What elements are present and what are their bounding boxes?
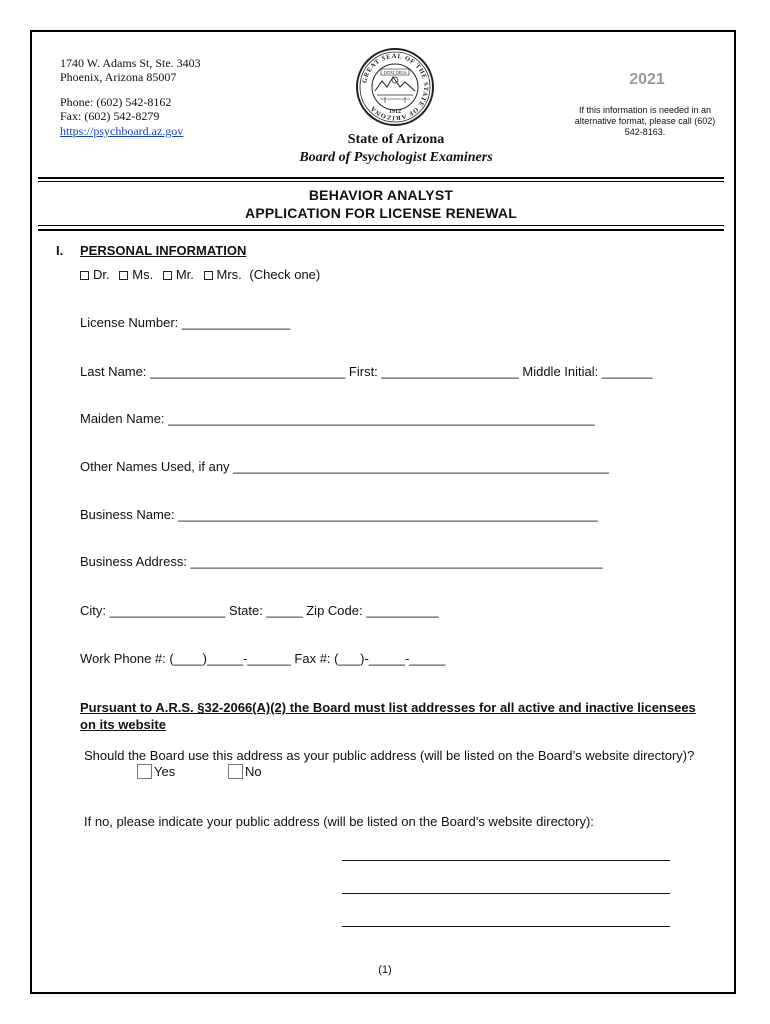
salutation-ms[interactable]: Ms. [119, 267, 153, 282]
maiden-name-field[interactable]: Maiden Name: ___________________________________________________________ [80, 411, 595, 426]
business-address-field[interactable]: Business Address: _________________________________________________________ [80, 554, 603, 569]
form-title-line-2: APPLICATION FOR LICENSE RENEWAL [245, 205, 517, 221]
form-year: 2021 [629, 71, 665, 88]
fax-number: Fax: (602) 542-8279 [60, 109, 160, 123]
public-address-question: Should the Board use this address as your public address (will be listed on the Board’s website directory)? [84, 748, 695, 763]
pursuant-notice-line-1: Pursuant to A.R.S. §32-2066(A)(2) the Board must list addresses for all active and inactive licensees [80, 700, 696, 715]
title-rule-bottom [38, 229, 724, 231]
form-title-line-1: BEHAVIOR ANALYST [308, 187, 454, 203]
license-number-field[interactable]: License Number: _______________ [80, 315, 291, 330]
website-link[interactable]: https://psychboard.az.gov [60, 124, 184, 138]
name-fields[interactable]: Last Name: ___________________________ First: ___________________ Middle Initial: _______ [80, 364, 653, 379]
no-option[interactable]: No [228, 764, 262, 779]
title-rule-top [38, 225, 724, 226]
public-address-line-2[interactable] [342, 893, 670, 894]
other-names-field[interactable]: Other Names Used, if any ____________________________________________________ [80, 459, 610, 474]
address-line-2: Phoenix, Arizona 85007 [60, 70, 177, 84]
city-state-zip-fields[interactable]: City: ________________ State: _____ Zip Code: __________ [80, 603, 439, 618]
yes-checkbox-icon[interactable] [137, 764, 152, 779]
svg-text:DITAT DEUS: DITAT DEUS [383, 69, 407, 75]
salutation-group [80, 267, 320, 282]
pursuant-notice-line-2: on its website [80, 717, 166, 732]
checkbox-icon[interactable] [80, 271, 89, 280]
check-one-note: (Check one) [249, 267, 321, 282]
address-line-1: 1740 W. Adams St, Ste. 3403 [60, 56, 201, 70]
no-checkbox-icon[interactable] [228, 764, 243, 779]
salutation-mrs[interactable]: Mrs. [204, 267, 242, 282]
public-address-line-1[interactable] [342, 860, 670, 861]
business-name-field[interactable]: Business Name: __________________________________________________________ [80, 507, 598, 522]
state-name: State of Arizona [347, 132, 445, 147]
arizona-state-seal-icon [355, 47, 435, 127]
phone-number: Phone: (602) 542-8162 [60, 95, 172, 109]
salutation-dr[interactable]: Dr. [80, 267, 110, 282]
if-no-instruction: If no, please indicate your public address (will be listed on the Board’s website directory): [84, 814, 594, 829]
public-address-line-3[interactable] [342, 926, 670, 927]
salutation-mr[interactable]: Mr. [163, 267, 194, 282]
header-rule-top [38, 177, 724, 179]
checkbox-icon[interactable] [204, 271, 213, 280]
page-number: (1) [378, 964, 392, 976]
board-name: Board of Psychologist Examiners [299, 150, 493, 165]
checkbox-icon[interactable] [163, 271, 172, 280]
header-rule-bottom [38, 181, 724, 182]
svg-text:GREAT SEAL OF THE STATE OF ARI: GREAT SEAL OF THE STATE OF ARIZONA [361, 52, 430, 122]
checkbox-icon[interactable] [119, 271, 128, 280]
section-number: I. [56, 243, 64, 258]
alternative-format-note: If this information is needed in an alternative format, please call (602) 542-8163. [574, 105, 716, 137]
yes-option[interactable]: Yes [137, 764, 175, 779]
phone-fax-fields[interactable]: Work Phone #: (____)_____-______ Fax #: (___)-_____-_____ [80, 651, 446, 666]
svg-text:1912: 1912 [389, 109, 401, 115]
section-heading: PERSONAL INFORMATION [80, 243, 247, 258]
